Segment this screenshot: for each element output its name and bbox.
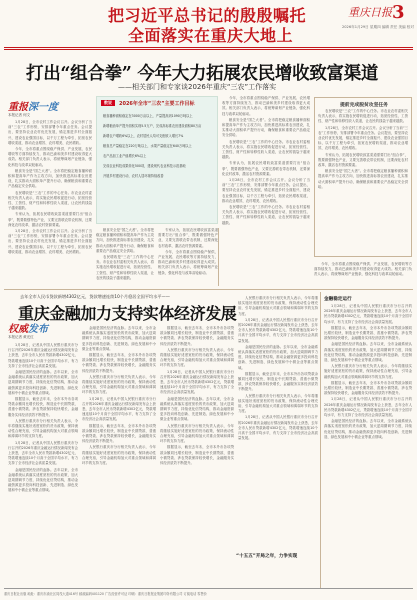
column-divider	[320, 292, 321, 588]
side-box-text: 农民增收是“三农”工作的中心任务。市农业农村委相关负责人表示，将实施农民增收促进行动，拓宽经营性、工资性、财产性和转移性收入渠道，让农民的钱袋子越来越鼓。 1月28日，全市农村工作会议召开。会议分析了当前“三农”工作形势，安排部署今年重点任务。会议提出，要坚持农业农村优先发展，锚定推进乡村全面振兴、建设农业强国目标，以千万工程为牵引，拓宽农民增收渠道，推动农业增效、农村增美、农民增收。 专家认为，拓展农民增收致富渠道需要打出“组合拳”，既要做强特色产业，又要完善联农带农机制，还要深化农村改革，激活农村资源要素。 粮食安全是“国之大者”。全市将把稳定粮食播种面积和提高单产作为主攻方向，加快推进高标准农田建设，扎实推动大面积单产提升行动，确保粮食和重要农产品稳定安全供给。	[318, 109, 408, 189]
article2-column-3: 数据显示，截至去年末，全市本外币各项贷款余额同比增长较快，制造业中长期贷款、普惠小微贷款、涉农贷款保持较快增长，金融服务实体经济质效不断提升。 人民银行重庆市分行相关负责人表示，今年将继续实施好适度宽松的货币政策，保持流动性合理充裕，引导金融机构加大对重点领域和薄弱环节的支持力度。 1月28日，记者从中国人民银行重庆市分行召开的2026年重庆金融运行情况新闻发布会上获悉，去年全市人民币贷款新增4302亿元，贷款增速连续10个月高于全国平均水平，有力支持了全市经济社会高质量发展。 金融是国民经济的血脉。去年以来，全市金融系统认真落实适度宽松的货币政策，加大逆周期调节力度，持续优化信贷结构，推动金融资源更多投向科技创新、先进制造、绿色发展和中小微企业等重点领域。 人民银行重庆市分行相关负责人表示，今年将继续实施好适度宽松的货币政策，保持流动性合理充裕，引导金融机构加大对重点领域和薄弱环节的支持力度。 数据显示，截至去年末，全市本外币各项贷款余额同比增长较快，制造业中长期贷款、普惠小微贷款、涉农贷款保持较快增长，金融服务实体经济质效不断提升。	[160, 326, 234, 466]
page-number: 3	[392, 2, 405, 23]
article1-subheadline: ——相关部门和专家谈2026年重庆“三农”工作落实	[118, 83, 277, 91]
article1-column-3: 专家认为，拓展农民增收致富渠道需要打出“组合拳”，既要做强特色产业，又要完善联农带农机制，还要深化农村改革，激活农村资源要素。 今年，全市将重点围绕稳产保供、产业发展、农民增收等方面持续发力，推动巴渝和美乡村建设取得更大成效。相关部门负责人表示，将统筹谋划产业链条，强化科技与改革双轮驱动。	[158, 228, 218, 275]
article-divider	[4, 289, 413, 290]
infobox-title: 2026年全市“三农”主要工作目标	[119, 101, 195, 107]
banner-line-2: 全面落实在重庆大地上	[128, 26, 294, 45]
article2-column-1: 1月28日，记者从中国人民银行重庆市分行召开的2026年重庆金融运行情况新闻发布会上获悉，去年全市人民币贷款新增4302亿元，贷款增速连续10个月高于全国平均水平，有力支持了全市经济社会高质量发展。 金融是国民经济的血脉。去年以来，全市金融系统认真落实适度宽松的货币政策，加大逆周期调节力度，持续优化信贷结构，推动金融资源更多投向科技创新、先进制造、绿色发展和中小微企业等重点领域。 数据显示，截至去年末，全市本外币各项贷款余额同比增长较快，制造业中长期贷款、普惠小微贷款、涉农贷款保持较快增长，金融服务实体经济质效不断提升。 人民银行重庆市分行相关负责人表示，今年将继续实施好适度宽松的货币政策，保持流动性合理充裕，引导金融机构加大对重点领域和薄弱环节的支持力度。 1月28日，记者从中国人民银行重庆市分行召开的2026年重庆金融运行情况新闻发布会上获悉，去年全市人民币贷款新增4302亿元，贷款增速连续10个月高于全国平均水平，有力支持了全市经济社会高质量发展。 金融是国民经济的血脉。去年以来，全市金融系统认真落实适度宽松的货币政策，加大逆周期调节力度，持续优化信贷结构，推动金融资源更多投向科技创新、先进制造、绿色发展和中小微企业等重点领域。	[8, 343, 78, 493]
infobox-line: 新增农户增收6%以上，农村居民人均可支配收入增长7%	[103, 134, 184, 138]
article1-column-4: 今年，全市将重点围绕稳产保供、产业发展、农民增收等方面持续发力，推动巴渝和美乡村建设取得更大成效。相关部门负责人表示，将统筹谋划产业链条，强化科技与改革双轮驱动。 粮食安全是“国之大者”。全市将把稳定粮食播种面积和提高单产作为主攻方向，加快推进高标准农田建设，扎实推动大面积单产提升行动，确保粮食和重要农产品稳定安全供给。 农民增收是“三农”工作的中心任务。市农业农村委相关负责人表示，将实施农民增收促进行动，拓宽经营性、工资性、财产性和转移性收入渠道，让农民的钱袋子越来越鼓。 专家认为，拓展农民增收致富渠道需要打出“组合拳”，既要做强特色产业，又要完善联农带农机制，还要深化农村改革，激活农村资源要素。 1月28日，全市农村工作会议召开。会议分析了当前“三农”工作形势，安排部署今年重点任务。会议提出，要坚持农业农村优先发展，锚定推进乡村全面振兴、建设农业强国目标，以千万工程为牵引，拓宽农民增收渠道，推动农业增效、农村增美、农民增收。 农民增收是“三农”工作的中心任务。市农业农村委相关负责人表示，将实施农民增收促进行动，拓宽经营性、工资性、财产性和转移性收入渠道，让农民的钱袋子越来越鼓。	[222, 96, 310, 225]
article2-kicker: 去年全市人民币贷款新增4302亿元，贷款增速连续10个月稳居全国平均水平——	[20, 294, 170, 299]
infobox-line: 农产品加工业产值增长6%以上	[103, 154, 147, 158]
infobox-line: 开展乡村建设行动，农村人居环境持续改善	[103, 174, 164, 178]
article2-column-5: 1月28日，记者从中国人民银行重庆市分行召开的2026年重庆金融运行情况新闻发布会上获悉，去年全市人民币贷款新增4302亿元，贷款增速连续10个月高于全国平均水平，有力支持了全市经济社会高质量发展。 数据显示，截至去年末，全市本外币各项贷款余额同比增长较快，制造业中长期贷款、普惠小微贷款、涉农贷款保持较快增长，金融服务实体经济质效不断提升。 金融是国民经济的血脉。去年以来，全市金融系统认真落实适度宽松的货币政策，加大逆周期调节力度，持续优化信贷结构，推动金融资源更多投向科技创新、先进制造、绿色发展和中小微企业等重点领域。 人民银行重庆市分行相关负责人表示，今年将继续实施好适度宽松的货币政策，保持流动性合理充裕，引导金融机构加大对重点领域和薄弱环节的支持力度。 数据显示，截至去年末，全市本外币各项贷款余额同比增长较快，制造业中长期贷款、普惠小微贷款、涉农贷款保持较快增长，金融服务实体经济质效不断提升。 1月28日，记者从中国人民银行重庆市分行召开的2026年重庆金融运行情况新闻发布会上获悉，去年全市人民币贷款新增4302亿元，贷款增速连续10个月高于全国平均水平，有力支持了全市经济社会高质量发展。 金融是国民经济的血脉。去年以来，全市金融系统认真落实适度宽松的货币政策，加大逆周期调节力度，持续优化信贷结构，推动金融资源更多投向科技创新、先进制造、绿色发展和中小微企业等重点领域。	[324, 304, 412, 439]
article1-column-2: 粮食安全是“国之大者”。全市将把稳定粮食播种面积和提高单产作为主攻方向，加快推进高标准农田建设，扎实推动大面积单产提升行动，确保粮食和重要农产品稳定安全供给。 农民增收是“三农”工作的中心任务。市农业农村委相关负责人表示，将实施农民增收促进行动，拓宽经营性、工资性、财产性和转移性收入渠道，让农民的钱袋子越来越鼓。	[96, 228, 154, 280]
article2-byline: 本报记者 黄光红	[8, 335, 34, 339]
infobox-line: 新增粮油单产提升面积实现5.5万户，完成高标准农田建设面积80万亩	[103, 124, 202, 128]
article1-byline: 本报记者 何文	[8, 113, 31, 117]
article1-headline: 打出“组合拳” 今年大力拓展农民增收致富渠道	[26, 64, 379, 84]
article2-headline: 重庆金融加力支持实体经济发展	[18, 304, 237, 323]
footer-rule	[4, 588, 413, 589]
article2-column-4: 人民银行重庆市分行相关负责人表示，今年将继续实施好适度宽松的货币政策，保持流动性合理充裕，引导金融机构加大对重点领域和薄弱环节的支持力度。 1月28日，记者从中国人民银行重庆市分行召开的2026年重庆金融运行情况新闻发布会上获悉，去年全市人民币贷款新增4302亿元，贷款增速连续10个月高于全国平均水平，有力支持了全市经济社会高质量发展。 金融是国民经济的血脉。去年以来，全市金融系统认真落实适度宽松的货币政策，加大逆周期调节力度，持续优化信贷结构，推动金融资源更多投向科技创新、先进制造、绿色发展和中小微企业等重点领域。 数据显示，截至去年末，全市本外币各项贷款余额同比增长较快，制造业中长期贷款、普惠小微贷款、涉农贷款保持较快增长，金融服务实体经济质效不断提升。 人民银行重庆市分行相关负责人表示，今年将继续实施好适度宽松的货币政策，保持流动性合理充裕，引导金融机构加大对重点领域和薄弱环节的支持力度。 1月28日，记者从中国人民银行重庆市分行召开的2026年重庆金融运行情况新闻发布会上获悉，去年全市人民币贷款新增4302亿元，贷款增速连续10个月高于全国平均水平，有力支持了全市经济社会高质量发展。	[238, 296, 318, 441]
infobox-tag: 数说	[101, 100, 115, 106]
column-divider	[218, 228, 219, 286]
banner-line-1: 把习近平总书记的殷殷嘱托	[108, 6, 307, 25]
side-box-title: 提前完成脱贫攻坚任务	[340, 103, 388, 108]
edition-info: 2026年1月29日 星期四 编辑 责任 美编 校对	[341, 25, 414, 29]
footer-info: 重庆日报社出版 地址：重庆市渝北区同茂大道416号 邮政编码401120 广告经营许可证 印刷：重庆日报报业集团印务有限公司 订阅电话 零售价	[4, 592, 207, 596]
article1-column-1: 1月28日，全市农村工作会议召开。会议分析了当前“三农”工作形势，安排部署今年重点任务。会议提出，要坚持农业农村优先发展，锚定推进乡村全面振兴、建设农业强国目标，以千万工程为牵引，拓宽农民增收渠道，推动农业增效、农村增美、农民增收。 今年，全市将重点围绕稳产保供、产业发展、农民增收等方面持续发力，推动巴渝和美乡村建设取得更大成效。相关部门负责人表示，将统筹谋划产业链条，强化科技与改革双轮驱动。 粮食安全是“国之大者”。全市将把稳定粮食播种面积和提高单产作为主攻方向，加快推进高标准农田建设，扎实推动大面积单产提升行动，确保粮食和重要农产品稳定安全供给。 农民增收是“三农”工作的中心任务。市农业农村委相关负责人表示，将实施农民增收促进行动，拓宽经营性、工资性、财产性和转移性收入渠道，让农民的钱袋子越来越鼓。 专家认为，拓展农民增收致富渠道需要打出“组合拳”，既要做强特色产业，又要完善联农带农机制，还要深化农村改革，激活农村资源要素。 1月28日，全市农村工作会议召开。会议分析了当前“三农”工作形势，安排部署今年重点任务。会议提出，要坚持农业农村优先发展，锚定推进乡村全面振兴、建设农业强国目标，以千万工程为牵引，拓宽农民增收渠道，推动农业增效、农村增美、农民增收。	[8, 120, 92, 254]
masthead-logo: 重庆日报	[348, 6, 392, 19]
top-rule	[4, 47, 413, 48]
infobox-line: 粮食播种面积稳定在3000万亩以上，产量提高到1090万吨以上	[103, 114, 193, 118]
banner	[0, 0, 417, 46]
article1-column-5: 今年，全市将重点围绕稳产保供、产业发展、农民增收等方面持续发力，推动巴渝和美乡村建设取得更大成效。相关部门负责人表示，将统筹谋划产业链条，强化科技与改革双轮驱动。	[314, 262, 412, 277]
section-label-1: 重报深一度	[8, 102, 58, 113]
infobox-line: 粮食总产量稳定在220万吨以上，水果产量稳定在640万吨以上	[103, 144, 192, 148]
article2-subtitle-1: “十五五”开局之年，力争实现	[236, 554, 298, 559]
infobox-line: 完成农业科技成果转化500项，建设现代农业科技示范基地	[103, 164, 186, 168]
article2-column-2: 金融是国民经济的血脉。去年以来，全市金融系统认真落实适度宽松的货币政策，加大逆周期调节力度，持续优化信贷结构，推动金融资源更多投向科技创新、先进制造、绿色发展和中小微企业等重点领域。 数据显示，截至去年末，全市本外币各项贷款余额同比增长较快，制造业中长期贷款、普惠小微贷款、涉农贷款保持较快增长，金融服务实体经济质效不断提升。 人民银行重庆市分行相关负责人表示，今年将继续实施好适度宽松的货币政策，保持流动性合理充裕，引导金融机构加大对重点领域和薄弱环节的支持力度。 1月28日，记者从中国人民银行重庆市分行召开的2026年重庆金融运行情况新闻发布会上获悉，去年全市人民币贷款新增4302亿元，贷款增速连续10个月高于全国平均水平，有力支持了全市经济社会高质量发展。 数据显示，截至去年末，全市本外币各项贷款余额同比增长较快，制造业中长期贷款、普惠小微贷款、涉农贷款保持较快增长，金融服务实体经济质效不断提升。 人民银行重庆市分行相关负责人表示，今年将继续实施好适度宽松的货币政策，保持流动性合理充裕，引导金融机构加大对重点领域和薄弱环节的支持力度。	[82, 326, 156, 466]
top-rule-thin	[4, 49, 413, 50]
section-label-2: 权威发布	[8, 324, 48, 335]
article2-subtitle-2: 金融稳定运行	[324, 297, 352, 302]
stats-infobox	[96, 96, 218, 224]
